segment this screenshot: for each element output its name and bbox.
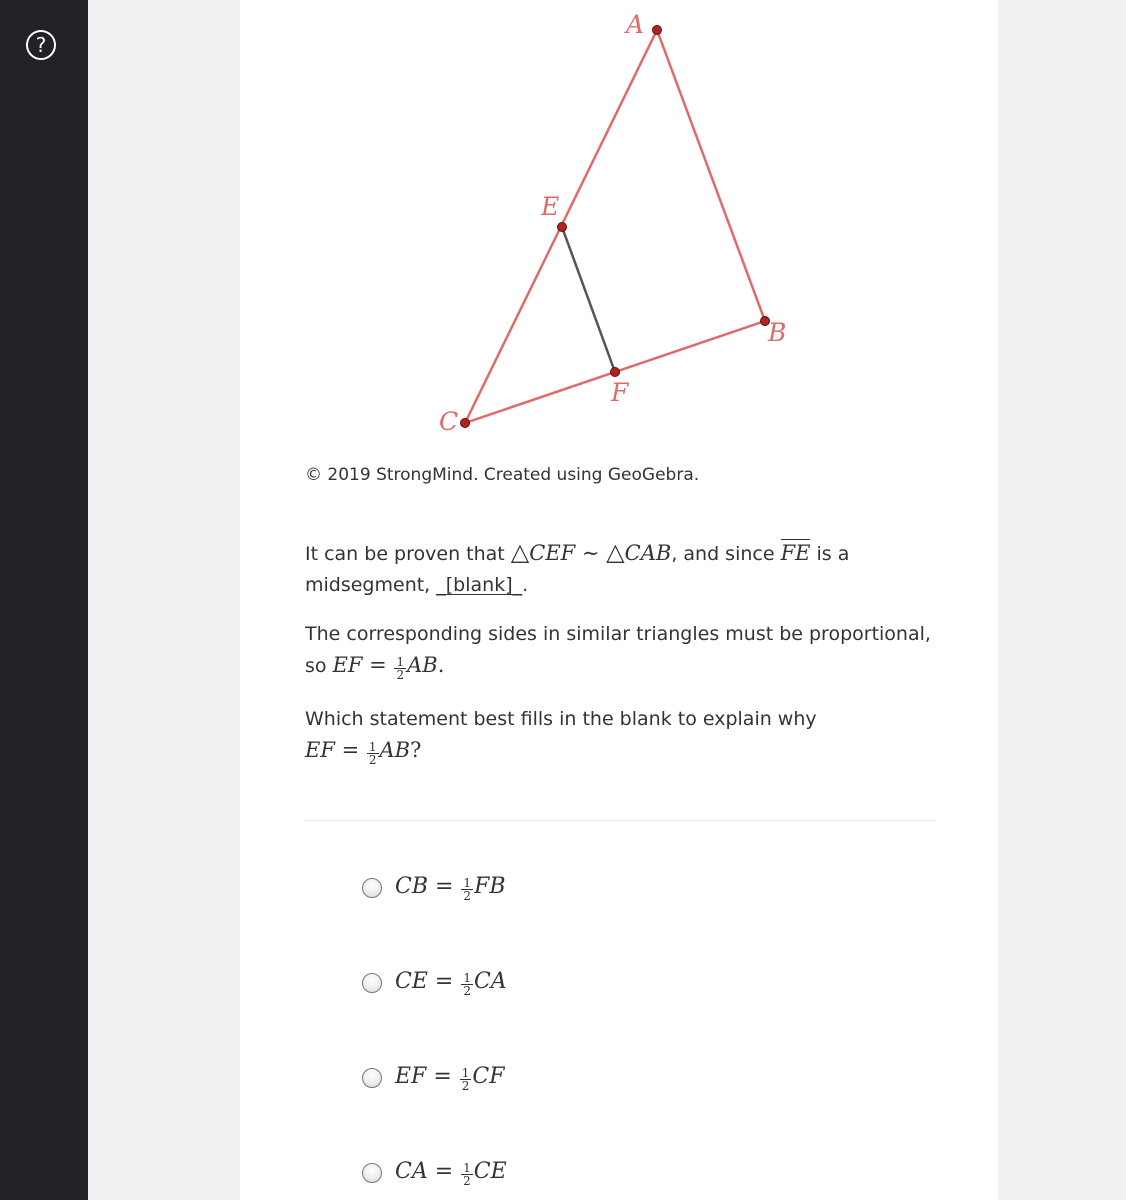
p2-denominator: 2	[396, 668, 405, 682]
option-4-denominator: 2	[463, 1174, 471, 1188]
figure-caption: © 2019 StrongMind. Created using GeoGebra.	[305, 465, 700, 485]
side-ab	[657, 30, 765, 321]
p2-numerator: 1	[396, 655, 405, 669]
option-3-lhs: EF	[395, 1064, 427, 1089]
triangle-symbol-1: △	[510, 538, 530, 566]
option-2-label	[395, 969, 507, 997]
p3-text: Which statement best fills in the blank to explain why	[305, 708, 817, 730]
p3-rhs: AB	[379, 738, 411, 762]
help-glyph: ?	[35, 33, 47, 57]
option-3-eq: =	[426, 1064, 459, 1089]
point-e[interactable]	[558, 223, 567, 232]
point-f[interactable]	[611, 368, 620, 377]
p2-fraction	[394, 656, 406, 681]
radio-button-4[interactable]	[362, 1163, 382, 1183]
answer-option-4[interactable]	[362, 1157, 507, 1189]
option-4-numerator: 1	[463, 1161, 471, 1175]
option-4-eq: =	[427, 1159, 461, 1184]
answer-option-1[interactable]	[362, 872, 506, 904]
p3-eq: =	[334, 738, 366, 762]
p3-numerator: 1	[368, 740, 377, 754]
option-4-rhs: CE	[473, 1159, 507, 1184]
p2-eq: =	[362, 653, 394, 677]
option-2-lhs: CE	[395, 969, 428, 994]
option-3-fraction	[460, 1067, 472, 1092]
divider	[305, 820, 935, 821]
p1-segment: FE	[780, 541, 811, 565]
option-1-rhs: FB	[474, 874, 506, 899]
option-1-label	[395, 874, 506, 902]
p2-text: The corresponding sides in similar triangles must be proportional, so	[305, 623, 931, 677]
option-1-numerator: 1	[463, 876, 472, 890]
option-1-lhs: CB	[395, 874, 428, 899]
option-2-fraction	[461, 972, 473, 997]
option-2-numerator: 1	[463, 971, 471, 985]
option-3-denominator: 2	[461, 1079, 470, 1093]
triangle-diagram	[240, 0, 998, 450]
p3-denominator: 2	[368, 753, 377, 767]
option-4-lhs: CA	[395, 1159, 428, 1184]
p2-end: .	[437, 653, 445, 677]
point-a[interactable]	[653, 26, 662, 35]
p1-tri1: CEF	[529, 541, 576, 565]
radio-button-1[interactable]	[362, 878, 382, 898]
p2-rhs: AB	[407, 653, 438, 677]
point-c[interactable]	[461, 419, 470, 428]
answer-option-2[interactable]	[362, 967, 507, 999]
option-3-rhs: CF	[472, 1064, 505, 1089]
p1-tri2: CAB	[624, 541, 672, 565]
p1-similar: ∼	[575, 541, 607, 565]
radio-button-2[interactable]	[362, 973, 382, 993]
blank-placeholder: _[blank]_	[436, 574, 523, 596]
option-2-rhs: CA	[473, 969, 507, 994]
option-1-denominator: 2	[463, 889, 472, 903]
question-circle-icon[interactable]	[26, 30, 56, 60]
p1-end: .	[522, 574, 529, 596]
question-paragraph-2	[305, 619, 945, 682]
label-e: E	[541, 192, 560, 221]
content-card	[240, 0, 998, 1200]
label-a: A	[626, 10, 645, 39]
left-rail	[0, 0, 88, 1200]
p2-lhs: EF	[332, 653, 363, 677]
p3-fraction	[367, 741, 379, 766]
midsegment-ef	[562, 227, 615, 372]
option-4-label	[395, 1159, 507, 1187]
p3-lhs: EF	[305, 738, 335, 762]
label-b: B	[768, 318, 787, 347]
option-2-denominator: 2	[463, 984, 471, 998]
option-4-fraction	[461, 1162, 473, 1187]
option-3-label	[395, 1064, 505, 1092]
option-1-fraction	[461, 877, 473, 902]
p1-after: is a midsegment,	[305, 543, 850, 596]
label-c: C	[439, 407, 459, 436]
triangle-symbol-2: △	[606, 538, 625, 566]
label-f: F	[611, 378, 629, 407]
p1-mid: , and since	[671, 543, 781, 565]
answer-option-3[interactable]	[362, 1062, 505, 1094]
option-1-eq: =	[428, 874, 461, 899]
p3-end: ?	[410, 738, 422, 762]
triangle-figure	[240, 0, 998, 450]
radio-button-3[interactable]	[362, 1068, 382, 1088]
option-3-numerator: 1	[461, 1066, 470, 1080]
question-prompt	[305, 704, 945, 767]
p1-intro: It can be proven that	[305, 543, 511, 565]
question-paragraph-1	[305, 537, 945, 601]
option-2-eq: =	[427, 969, 461, 994]
